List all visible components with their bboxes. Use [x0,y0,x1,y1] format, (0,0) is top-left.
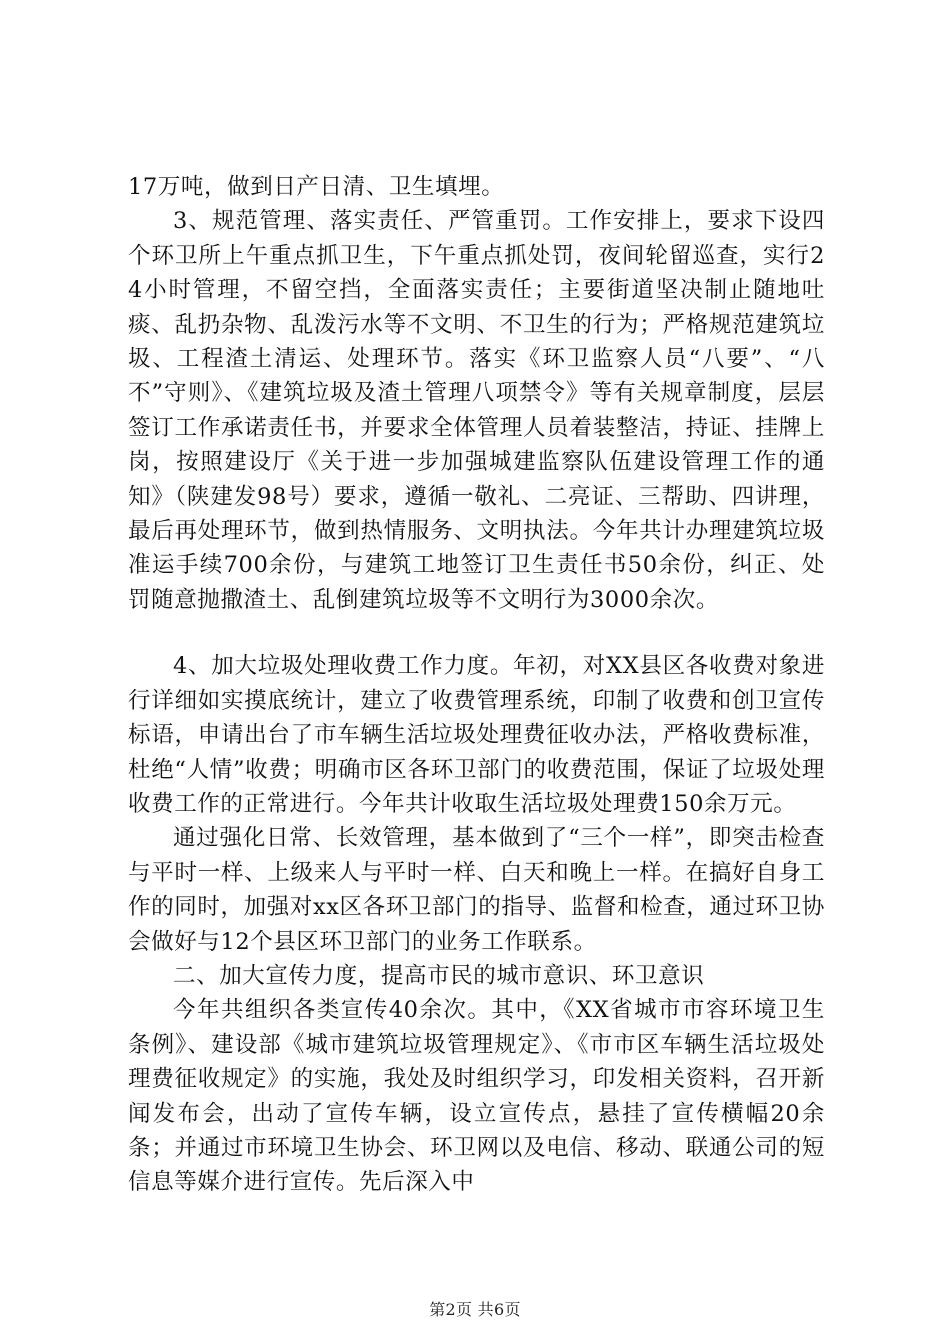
paragraph-item-4: 4、加大垃圾处理收费工作力度。年初，对XX县区各收费对象进行详细如实摸底统计，建立了收费管理系统，印制了收费和创卫宣传标语，申请出台了市车辆生活垃圾处理费征收办法，严格收费标准，杜绝“人情”收费；明确市区各环卫部门的收费范围，保证了垃圾处理收费工作的正常进行。今年共计收取生活垃圾处理费150余万元。 [128,653,825,817]
section-heading-2: 二、加大宣传力度，提高市民的城市意识、环卫意识 [173,962,705,989]
paragraph-publicity: 今年共组织各类宣传40余次。其中，《XX省城市市容环境卫生条例》、建设部《城市建筑垃圾管理规定》、《市市区车辆生活垃圾处理费征收规定》的实施，我处及时组织学习，印发相关资料，召开新闻发布会，出动了宣传车辆，设立宣传点，悬挂了宣传横幅20余条；并通过市环境卫生协会、环卫网以及电信、移动、联通公司的短信息等媒介进行宣传。先后深入中 [128,997,825,1196]
paragraph-item-3: 3、规范管理、落实责任、严管重罚。工作安排上，要求下设四个环卫所上午重点抓卫生，下午重点抓处罚，夜间轮留巡查，实行24小时管理，不留空挡，全面落实责任；主要街道坚决制止随地吐痰、乱扔杂物、乱泼污水等不文明、不卫生的行为；严格规范建筑垃圾、工程渣土清运、处理环节。落实《环卫监察人员“八要”、“八不”守则》、《建筑垃圾及渣土管理八项禁令》等有关规章制度，层层签订工作承诺责任书，并要求全体管理人员着装整洁，持证、挂牌上岗，按照建设厅《关于进一步加强城建监察队伍建设管理工作的通知》（陕建发98号）要求，遵循一敬礼、二亮证、三帮助、四讲理，最后再处理环节，做到热情服务、文明执法。今年共计办理建筑垃圾准运手续700余份，与建筑工地签订卫生责任书50余份，纠正、处罚随意抛撒渣土、乱倒建筑垃圾等不文明行为3000余次。 [128,208,825,613]
page-number-footer: 第2页 共6页 [429,1300,521,1319]
paragraph-summary: 通过强化日常、长效管理，基本做到了“三个一样”，即突击检查与平时一样、上级来人与平时一样、白天和晚上一样。在搞好自身工作的同时，加强对xx区各环卫部门的指导、监督和检查，通过环卫协会做好与12个县区环卫部门的业务工作联系。 [128,825,825,955]
document-body [128,170,825,1200]
paragraph-continuation: 17万吨，做到日产日清、卫生填埋。 [128,174,505,200]
